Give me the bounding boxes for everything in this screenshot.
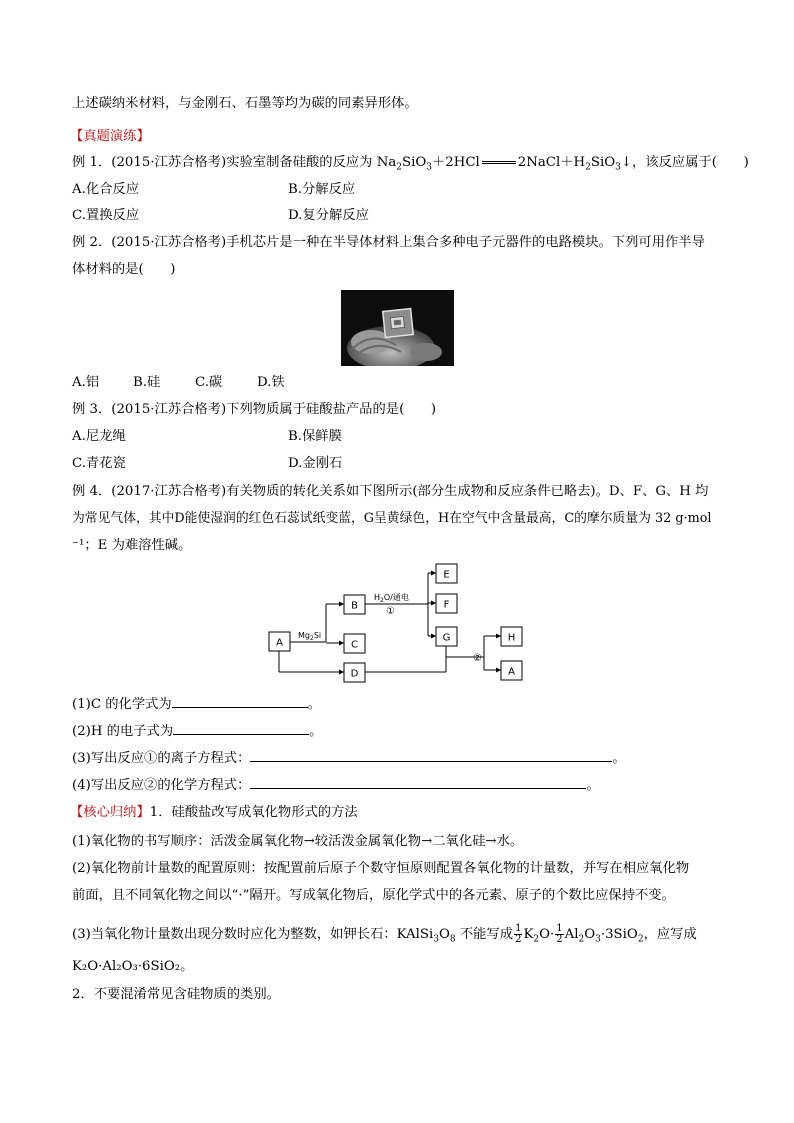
example-3-option-a[interactable]: A.尼龙绳 — [72, 429, 126, 444]
box-d-label: D — [350, 668, 359, 680]
core-point-2-line2: 前面，且不同氧化物之间以“·”隔开。写成氧化物后，原化学式中的各元素、原子的个数比应保持不变。 — [72, 888, 675, 903]
label-h2o-electrolysis: $H_2O/$通电 — [374, 593, 409, 604]
example-3-option-c[interactable]: C.青花瓷 — [72, 456, 126, 471]
chip-photo — [341, 290, 454, 366]
section-header-core: 【核心归纳】 — [70, 805, 150, 820]
question-4: (4)写出反应②的化学方程式： 。 — [72, 774, 600, 796]
box-a-right-label: A — [508, 666, 515, 678]
box-a-left-label: A — [276, 637, 283, 649]
example-2-question-line1: 例 2．(2015·江苏合格考)手机芯片是一种在半导体材料上集合多种电子元器件的电路模块。下列可用作半导 — [72, 235, 705, 250]
box-b-label: B — [351, 600, 358, 612]
question-3: (3)写出反应①的离子方程式： 。 — [72, 747, 626, 769]
example-4-question-line3: ⁻¹；E 为难溶性碱。 — [72, 538, 192, 553]
core-point-3-line1: (3)当氧化物计量数出现分数时应化为整数，如钾长石：$KAlSi_3O_8$ 不能写成 $\frac{1}{2}$ $K_2O\cdot$ $\frac{1}{2}$ $Al_2O_3\cdot 3SiO_2$，应写成 — [72, 923, 697, 945]
question-2: (2)H 的电子式为 。 — [72, 720, 322, 742]
example-1-option-b[interactable]: B.分解反应 — [288, 182, 356, 197]
example-1-option-c[interactable]: C.置换反应 — [72, 208, 140, 223]
example-1-option-a[interactable]: A.化合反应 — [72, 182, 140, 197]
answer-blank-4[interactable] — [250, 774, 586, 789]
question-1: (1)C 的化学式为 。 — [72, 693, 321, 715]
example-2-option-d[interactable]: D.铁 — [257, 375, 285, 390]
answer-blank-3[interactable] — [250, 747, 612, 762]
box-g-label: G — [442, 632, 451, 644]
box-h-label: H — [507, 632, 516, 644]
example-2-option-c[interactable]: C.碳 — [195, 375, 223, 390]
box-e-label: E — [443, 569, 450, 581]
example-2-option-a[interactable]: A.铝 — [72, 375, 100, 390]
box-c-label: C — [351, 639, 358, 651]
core-summary-title: 【核心归纳】1．硅酸盐改写成氧化物形式的方法 — [70, 805, 358, 820]
example-4-question-line1: 例 4．(2017·江苏合格考)有关物质的转化关系如下图所示(部分生成物和反应条件已略去)。D、F、G、H 均 — [72, 484, 709, 499]
example-3-option-d[interactable]: D.金刚石 — [288, 456, 343, 471]
label-mg2si: $Mg_2Si$ — [298, 631, 322, 642]
answer-blank-2[interactable] — [173, 720, 309, 735]
example-3-option-b[interactable]: B.保鲜膜 — [288, 429, 342, 444]
core-point-2-title: 2．不要混淆常见含硅物质的类别。 — [72, 987, 280, 1002]
label-reaction-1: ① — [386, 606, 395, 617]
core-point-1: (1)氧化物的书写顺序：活泼金属氧化物→较活泼金属氧化物→二氧化硅→水。 — [72, 834, 524, 849]
answer-blank-1[interactable] — [172, 693, 308, 708]
reaction-diagram — [262, 560, 532, 686]
example-2-question-line2: 体材料的是( ) — [72, 262, 176, 277]
intro-line: 上述碳纳米材料，与金刚石、石墨等均为碳的同素异形体。 — [72, 96, 418, 111]
core-point-3-line2: K₂O·Al₂O₃·6SiO₂。 — [72, 959, 194, 974]
label-reaction-2: ② — [473, 653, 482, 664]
section-header-exam: 【真题演练】 — [70, 129, 150, 144]
example-4-question-line2: 为常见气体，其中D能使湿润的红色石蕊试纸变蓝，G呈黄绿色，H在空气中含量最高，C的摩尔质量为 32 g·mol — [72, 511, 712, 526]
example-3-question: 例 3．(2015·江苏合格考)下列物质属于硅酸盐产品的是( ) — [72, 402, 437, 417]
example-1-question: 例 1．(2015·江苏合格考)实验室制备硅酸的反应为 $Na_2SiO_3+2HCl$ $2NaCl+H_2SiO_3↓$，该反应属于( ) — [72, 155, 749, 173]
core-point-2-line1: (2)氧化物前计量数的配置原则：按配置前后原子个数守恒原则配置各氧化物的计量数，并写在相应氧化物 — [72, 861, 690, 876]
example-2-option-b[interactable]: B.硅 — [133, 375, 161, 390]
example-1-option-d[interactable]: D.复分解反应 — [288, 208, 369, 223]
box-f-label: F — [443, 599, 450, 611]
